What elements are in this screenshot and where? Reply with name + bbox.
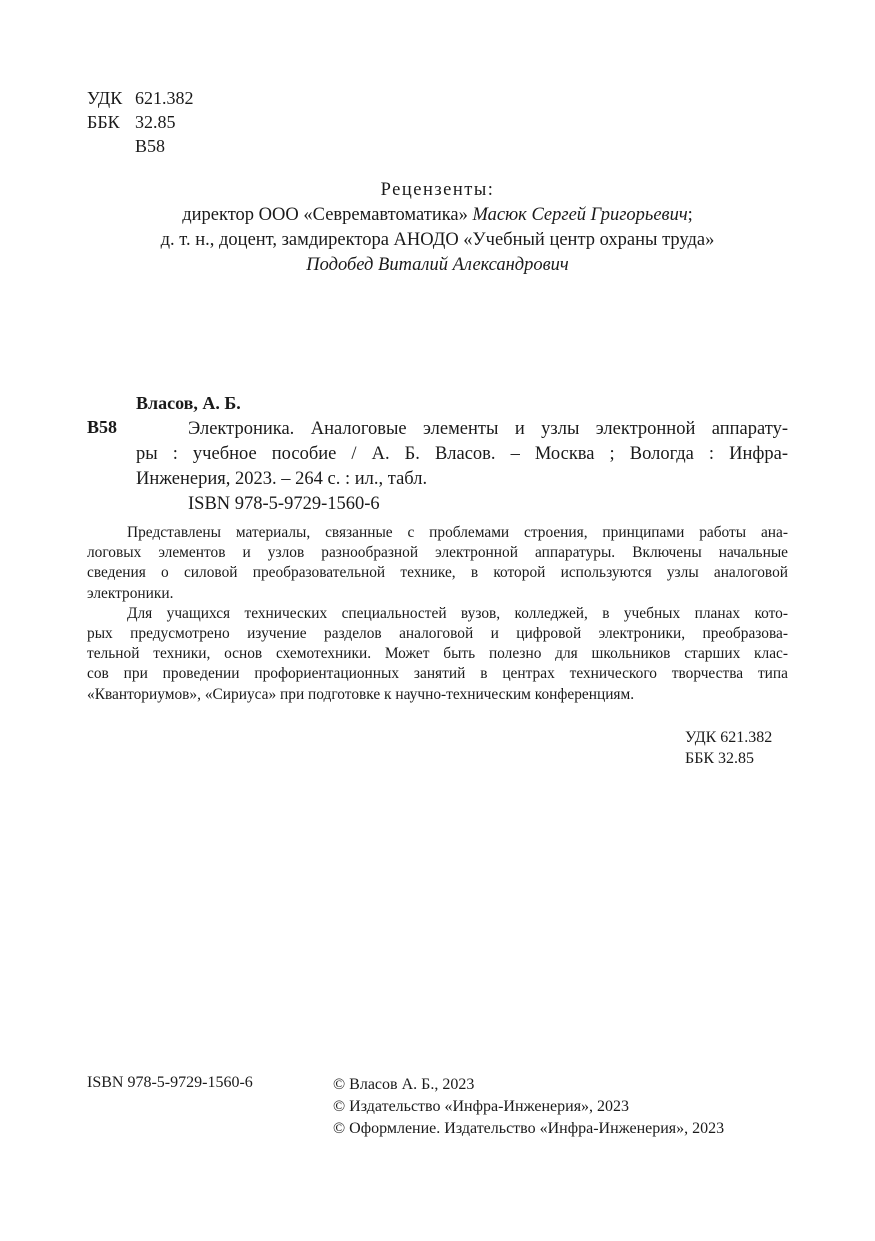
copyright-publisher: © Издательство «Инфра-Инженерия», 2023: [333, 1098, 630, 1115]
classification-block: [87, 86, 194, 158]
author-mark-row: [87, 134, 194, 158]
annotation-paragraph-1: [87, 523, 788, 604]
udk-label: УДК: [87, 88, 123, 108]
bib-description: [136, 417, 788, 517]
copyright-author: © Власов А. Б., 2023: [333, 1076, 475, 1093]
annotation-line: рых предусмотрено изучение разделов аналоговой и цифровой электроники, преобразова-: [87, 624, 788, 642]
annotation-line: Представлены материалы, связанные с проблемами строения, принципами работы ана-: [127, 524, 788, 541]
reviewers-heading: Рецензенты:: [380, 180, 495, 200]
bib-author: Власов, А. Б.: [136, 393, 241, 413]
reviewer-2-name: Подобед Виталий Александрович: [306, 255, 569, 275]
annotation-line: логовых элементов и узлов разнообразной электронной аппаратуры. Включены начальные: [87, 544, 788, 562]
annotation: [87, 523, 788, 705]
footer-isbn: ISBN 978-5-9729-1560-6: [87, 1074, 253, 1091]
udk-value: 621.382: [135, 88, 194, 108]
copyright-design: © Оформление. Издательство «Инфра-Инженерия», 2023: [333, 1120, 725, 1137]
reviewer-2-position: д. т. н., доцент, замдиректора АНОДО «Учебный центр охраны труда»: [160, 230, 715, 250]
bib-mark: В58: [87, 417, 118, 437]
bib-line: Электроника. Аналоговые элементы и узлы электронной аппарату-: [188, 419, 788, 439]
annotation-line: тельной техники, основ схемотехники. Может быть полезно для школьников старших клас-: [87, 645, 788, 663]
bib-isbn: ISBN 978-5-9729-1560-6: [188, 494, 380, 514]
bib-line: ры : учебное пособие / А. Б. Власов. – Москва ; Вологда : Инфра-: [136, 444, 788, 464]
annotation-line: сов при проведении профориентационных занятий в центрах технического творчества типа: [87, 665, 788, 683]
bbk-label: ББК: [87, 112, 120, 132]
footer-bbk: ББК 32.85: [685, 750, 755, 767]
reviewer-1-name: Масюк Сергей Григорьевич: [472, 205, 688, 225]
annotation-line: сведения о силовой преобразовательной технике, в которой используются узлы аналоговой: [87, 564, 788, 582]
bib-line: Инженерия, 2023. – 264 с. : ил., табл.: [136, 469, 428, 489]
footer-classification: [685, 727, 772, 769]
reviewer-1: директор ООО «Севремавтоматика» Масюк Сергей Григорьевич;: [182, 205, 693, 225]
annotation-line: электроники.: [87, 584, 174, 602]
annotation-line: «Кванториумов», «Сириуса» при подготовке к научно-техническим конференциям.: [87, 685, 635, 703]
udk-row: [87, 86, 194, 110]
annotation-line: Для учащихся технических специальностей вузов, колледжей, в учебных планах кото-: [127, 604, 788, 622]
reviewer-1-position: директор ООО «Севремавтоматика»: [182, 205, 473, 225]
bbk-value: 32.85: [135, 112, 176, 132]
annotation-paragraph-2: [87, 604, 788, 705]
author-mark: В58: [135, 136, 166, 156]
footer-udk: УДК 621.382: [685, 729, 773, 746]
copyright-block: [333, 1074, 724, 1140]
bbk-row: [87, 110, 194, 134]
reviewer-2: [0, 253, 875, 277]
